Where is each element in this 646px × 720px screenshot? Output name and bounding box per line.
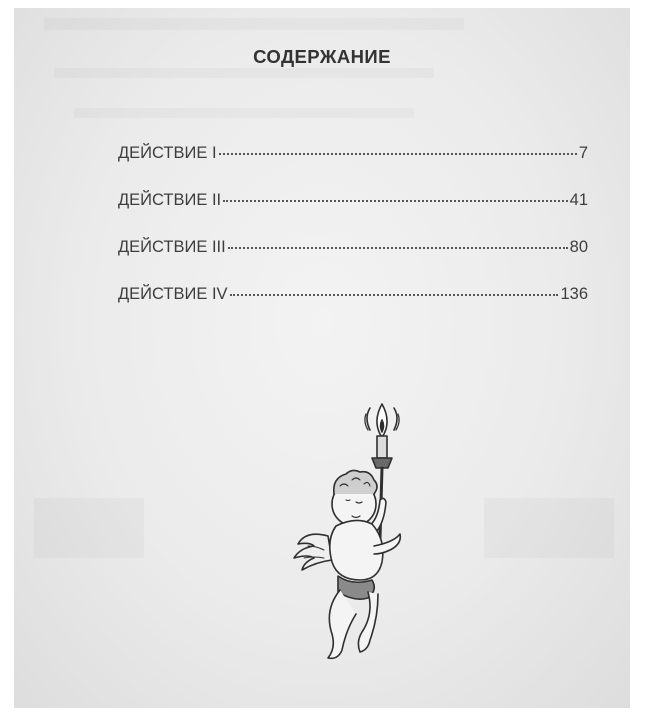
book-page <box>14 8 630 708</box>
toc-entry-page: 80 <box>569 238 588 256</box>
toc-entry-label: ДЕЙСТВИЕ I <box>118 144 217 162</box>
toc-entry-page: 136 <box>560 285 588 303</box>
toc-entry[interactable] <box>118 191 588 238</box>
toc-leader-dots <box>223 200 568 202</box>
show-through-block <box>484 498 614 558</box>
page-title: СОДЕРЖАНИЕ <box>253 46 391 67</box>
toc-entry-page: 7 <box>578 144 588 162</box>
toc-entry-label: ДЕЙСТВИЕ II <box>118 191 222 209</box>
show-through-block <box>54 68 434 78</box>
show-through-block <box>44 18 464 30</box>
toc-entry-page: 41 <box>569 191 588 209</box>
table-of-contents <box>118 144 588 332</box>
toc-entry-label: ДЕЙСТВИЕ IV <box>118 285 228 303</box>
toc-leader-dots <box>230 294 559 296</box>
show-through-block <box>34 498 144 558</box>
toc-entry[interactable] <box>118 238 588 285</box>
toc-leader-dots <box>219 153 577 155</box>
toc-entry[interactable] <box>118 285 588 332</box>
toc-entry-label: ДЕЙСТВИЕ III <box>118 238 226 256</box>
toc-entry[interactable] <box>118 144 588 191</box>
toc-leader-dots <box>228 247 568 249</box>
show-through-block <box>74 108 414 118</box>
cherub-with-candle-icon <box>282 386 432 671</box>
